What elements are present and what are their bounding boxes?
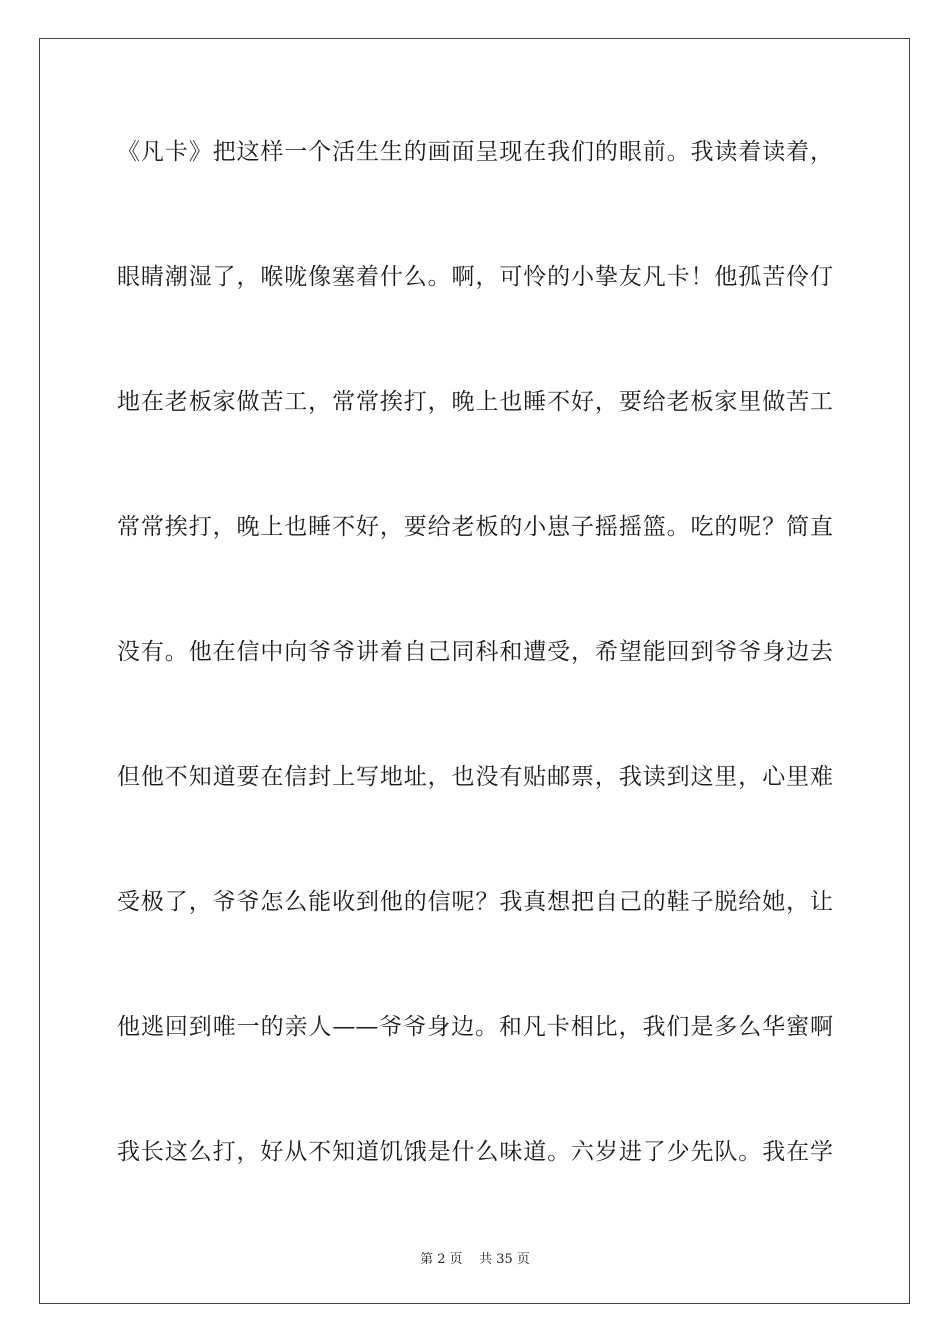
text-line: 但他不知道要在信封上写地址，也没有贴邮票，我读到这里，心里难 <box>117 764 833 790</box>
document-body <box>117 128 833 1253</box>
text-line: 《凡卡》把这样一个活生生的画面呈现在我们的眼前。我读着读着， <box>117 139 833 165</box>
text-line: 受极了，爷爷怎么能收到他的信呢？我真想把自己的鞋子脱给她，让 <box>117 889 833 915</box>
text-line: 他逃回到唯一的亲人——爷爷身边。和凡卡相比，我们是多么华蜜啊 <box>117 1014 833 1040</box>
text-line: 没有。他在信中向爷爷讲着自己同科和遭受，希望能回到爷爷身边去 <box>117 639 833 665</box>
text-line: 常常挨打，晚上也睡不好，要给老板的小崽子摇摇篮。吃的呢？简直 <box>117 514 833 540</box>
page-number-footer: 第 2 页 共 35 页 <box>420 1252 530 1267</box>
text-line: 地在老板家做苦工，常常挨打，晚上也睡不好，要给老板家里做苦工 <box>117 389 833 415</box>
text-line: 眼睛潮湿了，喉咙像塞着什么。啊，可怜的小挚友凡卡！他孤苦伶仃 <box>117 264 833 290</box>
text-line: 我长这么打，好从不知道饥饿是什么味道。六岁进了少先队。我在学 <box>117 1139 833 1165</box>
